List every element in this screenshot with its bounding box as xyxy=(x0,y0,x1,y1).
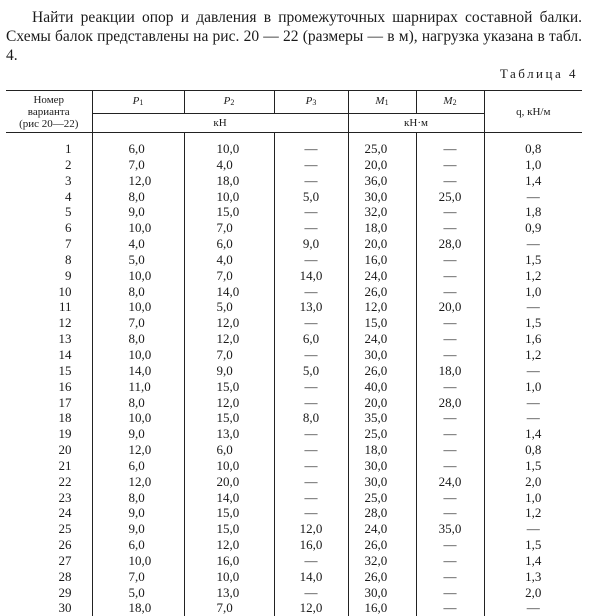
cell-m1: 25,0 xyxy=(348,490,416,506)
cell-variant: 24 xyxy=(58,505,72,521)
cell-m1: 28,0 xyxy=(348,505,416,521)
cell-p3: — xyxy=(274,585,348,601)
cell-p2: 4,0 xyxy=(184,252,274,268)
cell-variant: 1 xyxy=(65,141,72,156)
cell-p1: 10,0 xyxy=(92,410,184,426)
cell-q: 1,6 xyxy=(484,331,582,347)
table-row xyxy=(6,347,582,363)
cell-p1: 7,0 xyxy=(92,315,184,331)
cell-variant: 15 xyxy=(58,362,72,378)
cell-p2: 12,0 xyxy=(184,331,274,347)
cell-q: 0,8 xyxy=(484,442,582,458)
table-row xyxy=(6,458,582,474)
header-m2 xyxy=(416,91,484,114)
cell-p3: — xyxy=(274,474,348,490)
cell-p1: 6,0 xyxy=(92,537,184,553)
cell-variant: 5 xyxy=(65,204,72,220)
cell-m1: 30,0 xyxy=(348,347,416,363)
cell-m2: — xyxy=(416,268,484,284)
table-row xyxy=(6,395,582,411)
cell-q: 1,2 xyxy=(484,347,582,363)
cell-p2: 4,0 xyxy=(184,157,274,173)
cell-p2: 6,0 xyxy=(184,236,274,252)
cell-m1: 32,0 xyxy=(348,553,416,569)
cell-p3: 5,0 xyxy=(274,363,348,379)
table-row xyxy=(6,363,582,379)
cell-p3: — xyxy=(274,347,348,363)
cell-m2: — xyxy=(416,490,484,506)
cell-m2: 25,0 xyxy=(416,189,484,205)
cell-m1: 40,0 xyxy=(348,379,416,395)
cell-variant: 18 xyxy=(58,410,72,426)
cell-p1: 10,0 xyxy=(92,268,184,284)
table-row xyxy=(6,268,582,284)
cell-p1: 8,0 xyxy=(92,490,184,506)
cell-p2: 5,0 xyxy=(184,299,274,315)
cell-p2: 10,0 xyxy=(184,569,274,585)
cell-q: 2,0 xyxy=(484,474,582,490)
cell-p3: 8,0 xyxy=(274,410,348,426)
cell-p2: 7,0 xyxy=(184,220,274,236)
cell-m2: — xyxy=(416,442,484,458)
cell-q: 1,0 xyxy=(484,157,582,173)
cell-p3: — xyxy=(274,490,348,506)
cell-p3: — xyxy=(274,426,348,442)
cell-p1: 9,0 xyxy=(92,521,184,537)
cell-m2: 35,0 xyxy=(416,521,484,537)
cell-m2: 24,0 xyxy=(416,474,484,490)
cell-q: 1,0 xyxy=(484,379,582,395)
cell-m1: 18,0 xyxy=(348,220,416,236)
cell-m1: 26,0 xyxy=(348,284,416,300)
cell-q: 1,4 xyxy=(484,426,582,442)
cell-variant: 10 xyxy=(58,283,72,299)
table-row xyxy=(6,315,582,331)
cell-m1: 30,0 xyxy=(348,189,416,205)
cell-variant: 3 xyxy=(65,172,72,188)
table-row xyxy=(6,157,582,173)
cell-variant: 6 xyxy=(65,220,72,236)
table-row xyxy=(6,204,582,220)
cell-m1: 25,0 xyxy=(348,141,416,157)
cell-p3: — xyxy=(274,442,348,458)
cell-p1: 8,0 xyxy=(92,395,184,411)
cell-p1: 8,0 xyxy=(92,331,184,347)
cell-variant: 2 xyxy=(65,156,72,172)
cell-p1: 11,0 xyxy=(92,379,184,395)
cell-q: 2,0 xyxy=(484,585,582,601)
cell-p1: 10,0 xyxy=(92,553,184,569)
cell-m2: — xyxy=(416,204,484,220)
cell-p2: 15,0 xyxy=(184,379,274,395)
cell-variant: 30 xyxy=(58,600,72,616)
cell-p3: — xyxy=(274,284,348,300)
load-table-container xyxy=(6,90,582,616)
cell-p3: — xyxy=(274,315,348,331)
table-row xyxy=(6,173,582,189)
cell-p2: 15,0 xyxy=(184,521,274,537)
cell-p3: 6,0 xyxy=(274,331,348,347)
cell-p1: 6,0 xyxy=(92,141,184,157)
cell-p3: — xyxy=(274,379,348,395)
cell-m2: 18,0 xyxy=(416,363,484,379)
cell-p3: 5,0 xyxy=(274,189,348,205)
cell-p3: — xyxy=(274,173,348,189)
cell-q: 0,9 xyxy=(484,220,582,236)
table-row xyxy=(6,490,582,506)
cell-p2: 15,0 xyxy=(184,204,274,220)
cell-m2: 28,0 xyxy=(416,395,484,411)
table-row xyxy=(6,474,582,490)
cell-q: 1,0 xyxy=(484,490,582,506)
header-q xyxy=(484,91,582,133)
problem-statement xyxy=(6,8,582,65)
table-row xyxy=(6,410,582,426)
cell-variant: 12 xyxy=(58,315,72,331)
cell-q: — xyxy=(484,410,582,426)
table-row xyxy=(6,600,582,616)
cell-m2: — xyxy=(416,331,484,347)
cell-m1: 26,0 xyxy=(348,363,416,379)
cell-p2: 12,0 xyxy=(184,315,274,331)
header-m1-symbol: M xyxy=(375,95,385,107)
cell-p1: 12,0 xyxy=(92,474,184,490)
cell-m1: 25,0 xyxy=(348,426,416,442)
header-q-text: q, кН/м xyxy=(516,105,551,118)
cell-m1: 26,0 xyxy=(348,537,416,553)
cell-p2: 7,0 xyxy=(184,600,274,616)
cell-m1: 24,0 xyxy=(348,331,416,347)
table-row xyxy=(6,442,582,458)
header-p3-symbol: P xyxy=(305,95,313,107)
cell-variant: 11 xyxy=(58,299,72,315)
cell-variant: 27 xyxy=(58,552,72,568)
cell-p2: 15,0 xyxy=(184,410,274,426)
cell-q: 1,5 xyxy=(484,252,582,268)
cell-m2: — xyxy=(416,410,484,426)
cell-q: — xyxy=(484,521,582,537)
cell-variant: 13 xyxy=(58,331,72,347)
cell-variant: 14 xyxy=(58,346,72,362)
cell-m1: 30,0 xyxy=(348,474,416,490)
cell-p3: 12,0 xyxy=(274,600,348,616)
table-row xyxy=(6,505,582,521)
cell-p1: 9,0 xyxy=(92,204,184,220)
cell-m2: — xyxy=(416,157,484,173)
header-p2-symbol: P xyxy=(223,95,231,107)
cell-m1: 26,0 xyxy=(348,569,416,585)
table-row xyxy=(6,141,582,157)
cell-m2: — xyxy=(416,173,484,189)
cell-p2: 9,0 xyxy=(184,363,274,379)
cell-m2: — xyxy=(416,426,484,442)
cell-m2: — xyxy=(416,284,484,300)
cell-variant: 29 xyxy=(58,584,72,600)
cell-q: — xyxy=(484,189,582,205)
cell-m2: — xyxy=(416,537,484,553)
cell-m1: 18,0 xyxy=(348,442,416,458)
cell-p3: 12,0 xyxy=(274,521,348,537)
cell-p3: — xyxy=(274,220,348,236)
cell-p2: 20,0 xyxy=(184,474,274,490)
cell-p2: 12,0 xyxy=(184,395,274,411)
cell-p2: 7,0 xyxy=(184,268,274,284)
table-body xyxy=(6,141,582,616)
cell-q: 1,0 xyxy=(484,284,582,300)
cell-m2: — xyxy=(416,379,484,395)
cell-p2: 18,0 xyxy=(184,173,274,189)
header-p1-sub: 1 xyxy=(139,98,144,107)
cell-m2: — xyxy=(416,347,484,363)
cell-m2: — xyxy=(416,553,484,569)
cell-m2: 28,0 xyxy=(416,236,484,252)
table-row xyxy=(6,252,582,268)
cell-q: — xyxy=(484,299,582,315)
cell-p3: 9,0 xyxy=(274,236,348,252)
cell-p3: 14,0 xyxy=(274,268,348,284)
cell-p2: 13,0 xyxy=(184,585,274,601)
cell-q: 1,8 xyxy=(484,204,582,220)
cell-variant: 4 xyxy=(65,188,72,204)
header-m1-sub: 1 xyxy=(384,98,389,107)
table-row xyxy=(6,331,582,347)
cell-p1: 18,0 xyxy=(92,600,184,616)
cell-m1: 32,0 xyxy=(348,204,416,220)
cell-p2: 10,0 xyxy=(184,141,274,157)
cell-m1: 20,0 xyxy=(348,236,416,252)
table-row xyxy=(6,236,582,252)
cell-p3: — xyxy=(274,505,348,521)
cell-m1: 15,0 xyxy=(348,315,416,331)
cell-p3: — xyxy=(274,553,348,569)
cell-q: 1,4 xyxy=(484,553,582,569)
header-p3-sub: 3 xyxy=(312,98,317,107)
header-p3 xyxy=(274,91,348,114)
header-m2-sub: 2 xyxy=(452,98,457,107)
cell-q: 1,2 xyxy=(484,268,582,284)
cell-p2: 14,0 xyxy=(184,490,274,506)
cell-p1: 9,0 xyxy=(92,426,184,442)
header-unit-knm: кН·м xyxy=(348,114,484,133)
cell-p1: 14,0 xyxy=(92,363,184,379)
cell-q: 1,3 xyxy=(484,569,582,585)
cell-p1: 8,0 xyxy=(92,189,184,205)
cell-p2: 6,0 xyxy=(184,442,274,458)
header-p1-symbol: P xyxy=(132,95,140,107)
cell-q: — xyxy=(484,600,582,616)
cell-variant: 16 xyxy=(58,378,72,394)
header-m2-symbol: M xyxy=(443,95,453,107)
cell-m2: — xyxy=(416,600,484,616)
cell-variant: 25 xyxy=(58,521,72,537)
cell-m1: 24,0 xyxy=(348,268,416,284)
table-row xyxy=(6,299,582,315)
cell-p1: 5,0 xyxy=(92,252,184,268)
cell-p3: — xyxy=(274,157,348,173)
cell-q: 1,5 xyxy=(484,458,582,474)
table-row xyxy=(6,426,582,442)
load-table xyxy=(6,90,582,616)
cell-p1: 5,0 xyxy=(92,585,184,601)
cell-p1: 7,0 xyxy=(92,157,184,173)
cell-p1: 4,0 xyxy=(92,236,184,252)
cell-m1: 30,0 xyxy=(348,458,416,474)
header-p2-sub: 2 xyxy=(230,98,235,107)
table-row xyxy=(6,379,582,395)
cell-m2: — xyxy=(416,315,484,331)
table-row xyxy=(6,553,582,569)
cell-m1: 16,0 xyxy=(348,600,416,616)
table-row xyxy=(6,521,582,537)
cell-m1: 24,0 xyxy=(348,521,416,537)
cell-variant: 8 xyxy=(65,251,72,267)
cell-q: 0,8 xyxy=(484,141,582,157)
cell-p3: — xyxy=(274,458,348,474)
cell-m1: 16,0 xyxy=(348,252,416,268)
cell-m1: 36,0 xyxy=(348,173,416,189)
table-row xyxy=(6,585,582,601)
cell-p1: 7,0 xyxy=(92,569,184,585)
cell-m1: 20,0 xyxy=(348,157,416,173)
header-m1 xyxy=(348,91,416,114)
cell-variant: 23 xyxy=(58,489,72,505)
cell-variant: 9 xyxy=(65,267,72,283)
table-caption: Таблица 4 xyxy=(499,66,578,81)
cell-q: — xyxy=(484,395,582,411)
cell-m2: — xyxy=(416,569,484,585)
table-row xyxy=(6,537,582,553)
cell-p3: 16,0 xyxy=(274,537,348,553)
cell-p2: 10,0 xyxy=(184,189,274,205)
cell-q: — xyxy=(484,236,582,252)
cell-m2: — xyxy=(416,220,484,236)
cell-q: 1,5 xyxy=(484,315,582,331)
header-unit-kn: кН xyxy=(92,114,348,133)
cell-variant: 21 xyxy=(58,457,72,473)
cell-p1: 10,0 xyxy=(92,347,184,363)
cell-m2: — xyxy=(416,458,484,474)
cell-variant: 26 xyxy=(58,537,72,553)
header-variant xyxy=(6,91,92,133)
cell-p3: — xyxy=(274,204,348,220)
cell-p1: 12,0 xyxy=(92,442,184,458)
cell-variant: 7 xyxy=(65,236,72,252)
cell-p3: — xyxy=(274,395,348,411)
cell-p2: 15,0 xyxy=(184,505,274,521)
cell-p1: 12,0 xyxy=(92,173,184,189)
cell-m1: 20,0 xyxy=(348,395,416,411)
table-row xyxy=(6,569,582,585)
cell-p3: 13,0 xyxy=(274,299,348,315)
table-row xyxy=(6,189,582,205)
cell-variant: 28 xyxy=(58,568,72,584)
cell-q: — xyxy=(484,363,582,379)
header-variant-text: Номер варианта (рис 20—22) xyxy=(19,93,79,130)
cell-p2: 13,0 xyxy=(184,426,274,442)
cell-p2: 7,0 xyxy=(184,347,274,363)
cell-p2: 12,0 xyxy=(184,537,274,553)
cell-m1: 12,0 xyxy=(348,299,416,315)
table-row xyxy=(6,284,582,300)
problem-text: Найти реакции опор и давления в промежуточных шарнирах составной балки. Схемы балок представлены на рис. 20 — 22 (размеры — в м), нагрузка указана в табл. 4. xyxy=(6,9,582,64)
table-row xyxy=(6,220,582,236)
cell-p1: 8,0 xyxy=(92,284,184,300)
cell-m2: — xyxy=(416,505,484,521)
cell-variant: 19 xyxy=(58,426,72,442)
cell-p1: 6,0 xyxy=(92,458,184,474)
cell-p1: 10,0 xyxy=(92,220,184,236)
cell-p2: 10,0 xyxy=(184,458,274,474)
cell-m2: — xyxy=(416,252,484,268)
cell-variant: 20 xyxy=(58,442,72,458)
cell-q: 1,2 xyxy=(484,505,582,521)
header-p1 xyxy=(92,91,184,114)
cell-p3: 14,0 xyxy=(274,569,348,585)
header-p2 xyxy=(184,91,274,114)
cell-m1: 35,0 xyxy=(348,410,416,426)
cell-q: 1,4 xyxy=(484,173,582,189)
cell-m2: — xyxy=(416,585,484,601)
cell-variant: 22 xyxy=(58,473,72,489)
cell-p3: — xyxy=(274,252,348,268)
cell-q: 1,5 xyxy=(484,537,582,553)
cell-p3: — xyxy=(274,141,348,157)
cell-p1: 9,0 xyxy=(92,505,184,521)
cell-m2: — xyxy=(416,141,484,157)
cell-p1: 10,0 xyxy=(92,299,184,315)
cell-p2: 14,0 xyxy=(184,284,274,300)
cell-m1: 30,0 xyxy=(348,585,416,601)
cell-variant: 17 xyxy=(58,394,72,410)
cell-p2: 16,0 xyxy=(184,553,274,569)
cell-m2: 20,0 xyxy=(416,299,484,315)
